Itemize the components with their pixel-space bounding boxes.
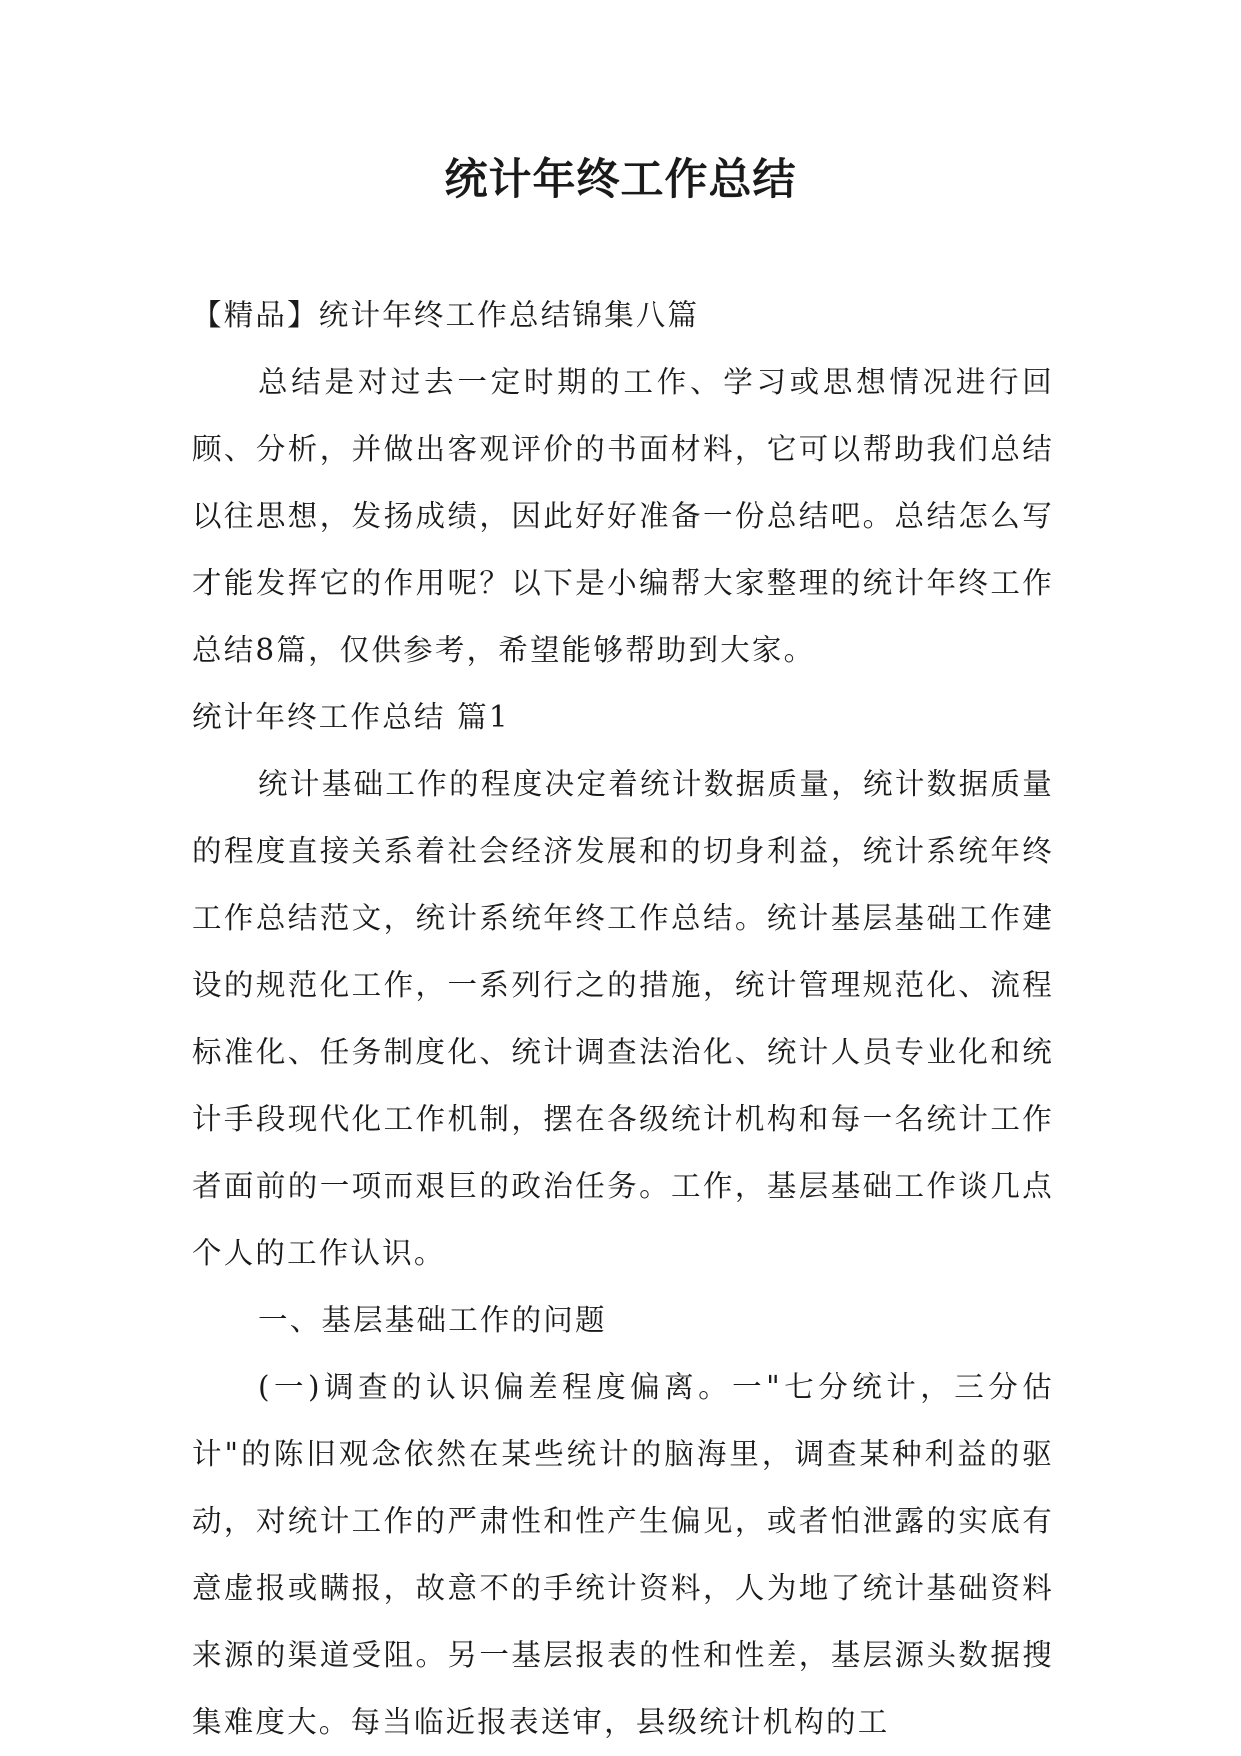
body-paragraph: (一)调查的认识偏差程度偏离。一"七分统计，三分估计"的陈旧观念依然在某些统计的脑海里，调查某种利益的驱动，对统计工作的严肃性和性产生偏见，或者怕泄露的实底有意虚报或瞒报，故意不的手统计资料，人为地了统计基础资料来源的渠道受阻。另一基层报表的性和性差，基层源头数据搜集难度大。每当临近报表送审，县级统计机构的工 (192, 1370, 1054, 1739)
section-heading: 统计年终工作总结 篇1 (192, 700, 510, 734)
body-paragraph: 统计基础工作的程度决定着统计数据质量，统计数据质量的程度直接关系着社会经济发展和的切身利益，统计系统年终工作总结范文，统计系统年终工作总结。统计基层基础工作建设的规范化工作，一系列行之的措施，统计管理规范化、流程标准化、任务制度化、统计调查法治化、统计人员专业化和统计手段现代化工作机制，摆在各级统计机构和每一名统计工作者面前的一项而艰巨的政治任务。工作，基层基础工作谈几点个人的工作认识。 (192, 767, 1054, 1270)
subsection-heading: 一、基层基础工作的问题 (258, 1303, 607, 1337)
document-body (192, 282, 1054, 1756)
intro-paragraph: 总结是对过去一定时期的工作、学习或思想情况进行回顾、分析，并做出客观评价的书面材料，它可以帮助我们总结以往思想，发扬成绩，因此好好准备一份总结吧。总结怎么写才能发挥它的作用呢？以下是小编帮大家整理的统计年终工作总结8篇，仅供参考，希望能够帮助到大家。 (192, 365, 1054, 667)
subtitle-line: 【精品】统计年终工作总结锦集八篇 (192, 298, 700, 332)
document-title: 统计年终工作总结 (444, 155, 797, 205)
